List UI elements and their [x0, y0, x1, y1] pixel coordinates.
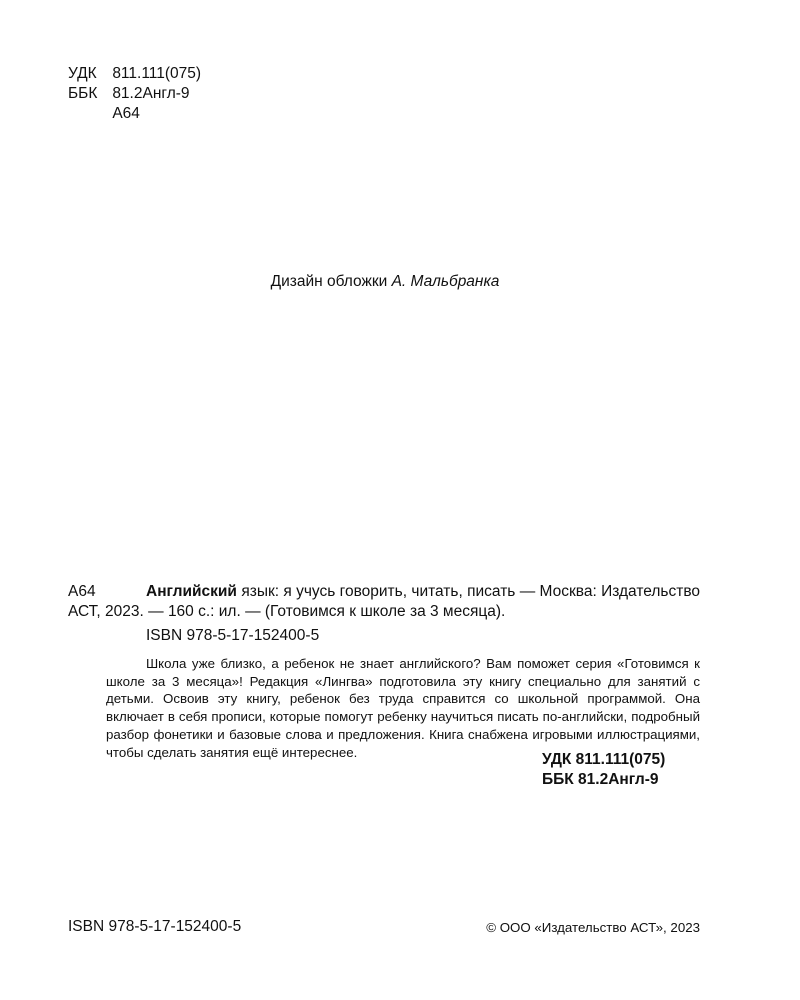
book-abstract: [106, 655, 700, 761]
entry-title-rest: язык: я учусь говорить, читать, писать — Москва: Издательство АСТ, 2023. — 160 с.: ил. — (Готовимся к школе за 3 месяца).: [68, 583, 701, 620]
bbk-line: [68, 84, 190, 104]
entry-code: А64: [68, 583, 96, 600]
author-code: А64: [112, 105, 140, 122]
udk-label: УДК: [68, 65, 97, 82]
bbk-bottom: ББК 81.2Англ-9: [542, 771, 659, 788]
bbk-label: ББК: [68, 85, 98, 102]
abstract-text: Школа уже близко, а ребенок не знает английского? Вам поможет серия «Готовимся к школе за 3 месяца»! Редакция «Лингва» подготовила эту книгу специально для занятий с детьми. Освоив эту книгу, ребенок без труда справится со школьной программой. Она включает в себя прописи, которые помогут ребенку научиться писать по-английски, подробный разбор фонетики и базовые слова и предложения. Книга снабжена игровыми иллюстрациями, чтобы сделать занятия ещё интереснее.: [106, 656, 700, 760]
author-code-line: [68, 104, 140, 124]
bbk-value: 81.2Англ-9: [112, 85, 190, 102]
entry-isbn: ISBN 978-5-17-152400-5: [146, 627, 320, 644]
footer-copyright: © ООО «Издательство АСТ», 2023: [486, 920, 700, 935]
udk-line: [68, 64, 201, 84]
bibliographic-entry: [68, 582, 700, 622]
entry-title-bold: Английский: [146, 583, 237, 600]
udk-value: 811.111(075): [112, 65, 202, 82]
cover-designer-name: А. Мальбранка: [391, 273, 500, 290]
footer-isbn: ISBN 978-5-17-152400-5: [68, 918, 242, 935]
udk-bottom: УДК 811.111(075): [542, 751, 666, 768]
cover-design-prefix: Дизайн обложки: [270, 273, 388, 290]
cover-design-credit: [0, 273, 770, 291]
